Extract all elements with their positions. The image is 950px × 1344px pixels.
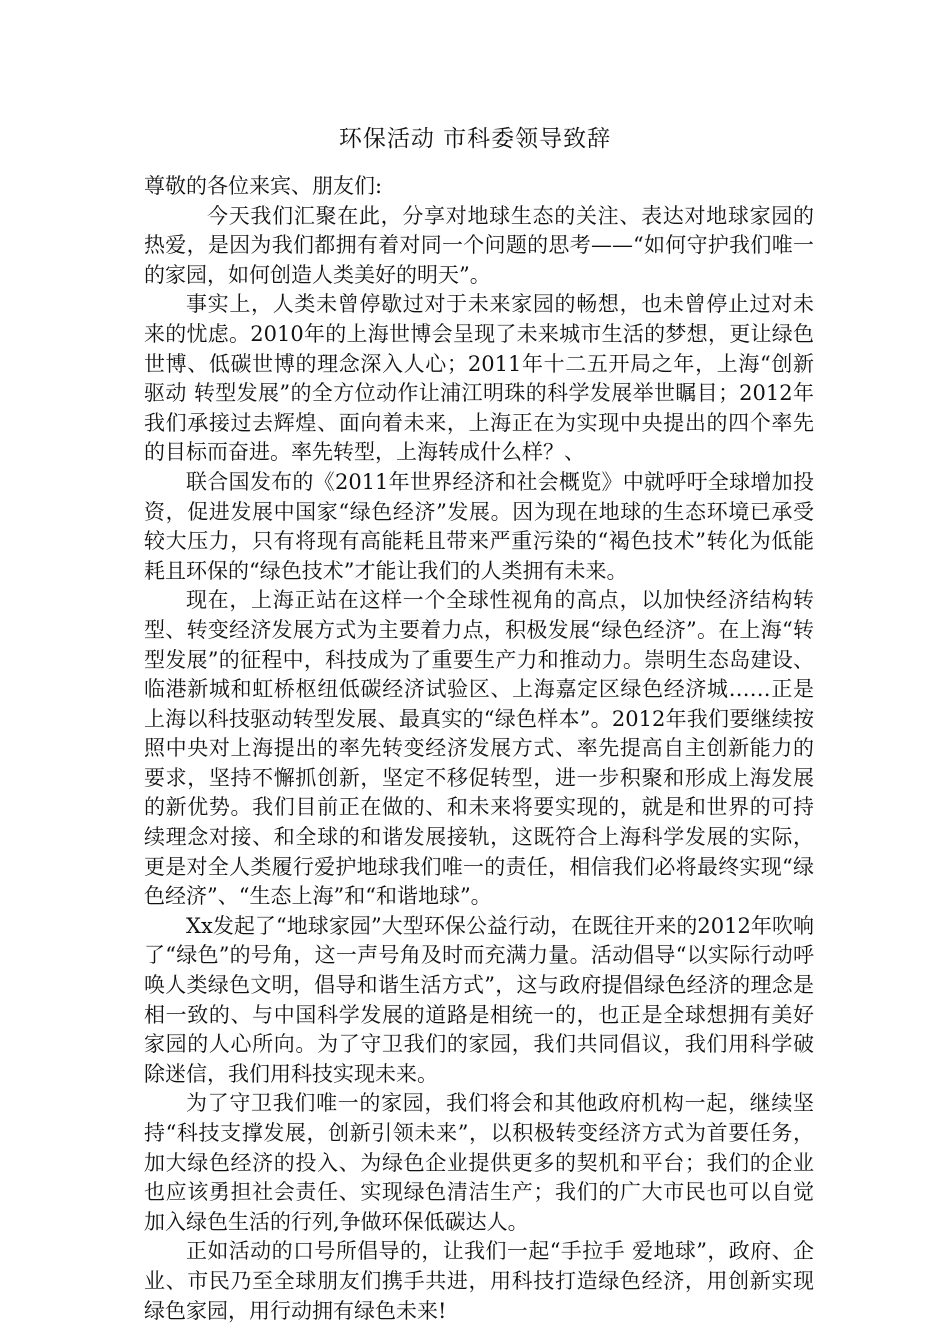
paragraph-3: 联合国发布的《2011年世界经济和社会概览》中就呼吁全球增加投资，促进发展中国家“绿色经济”发展。因为现在地球的生态环境已承受较大压力，只有将现有高能耗且带来严重污染的“褐色技术”转化为低能耗且环保的“绿色技术”才能让我们的人类拥有未来。 — [144, 469, 814, 583]
paragraph-2: 事实上，人类未曾停歇过对于未来家园的畅想，也未曾停止过对未来的忧虑。2010年的上海世博会呈现了未来城市生活的梦想，更让绿色世博、低碳世博的理念深入人心；2011年十二五开局之年，上海“创新驱动 转型发展”的全方位动作让浦江明珠的科学发展举世瞩目；2012年我们承接过去辉煌、面向着未来，上海正在为实现中央提出的四个率先的目标而奋进。率先转型，上海转成什么样？、 — [144, 292, 814, 465]
paragraph-1: 今天我们汇聚在此，分享对地球生态的关注、表达对地球家园的热爱，是因为我们都拥有着对同一个问题的思考——“如何守护我们唯一的家园，如何创造人类美好的明天”。 — [144, 203, 814, 287]
document-body — [144, 172, 814, 1326]
paragraph-7: 正如活动的口号所倡导的，让我们一起“手拉手 爱地球”，政府、企业、市民乃至全球朋友们携手共进，用科技打造绿色经济，用创新实现绿色家园，用行动拥有绿色未来! — [144, 1239, 814, 1323]
paragraph-5: Xx发起了“地球家园”大型环保公益行动，在既往开来的2012年吹响了“绿色”的号角，这一声号角及时而充满力量。活动倡导“以实际行动呼唤人类绿色文明，倡导和谐生活方式”，这与政府提倡绿色经济的理念是相一致的、与中国科学发展的道路是相统一的，也正是全球想拥有美好家园的人心所向。为了守卫我们的家园，我们共同倡议，我们用科学破除迷信，我们用科技实现未来。 — [144, 913, 814, 1086]
document-title: 环保活动 市科委领导致辞 — [338, 126, 612, 152]
paragraph-4: 现在，上海正站在这样一个全球性视角的高点，以加快经济结构转型、转变经济发展方式为主要着力点，积极发展“绿色经济”。在上海“转型发展”的征程中，科技成为了重要生产力和推动力。崇明生态岛建设、临港新城和虹桥枢纽低碳经济试验区、上海嘉定区绿色经济城……正是上海以科技驱动转型发展、最真实的“绿色样本”。2012年我们要继续按照中央对上海提出的率先转变经济发展方式、率先提高自主创新能力的要求，坚持不懈抓创新，坚定不移促转型，进一步积聚和形成上海发展的新优势。我们目前正在做的、和未来将要实现的，就是和世界的可持续理念对接、和全球的和谐发展接轨，这既符合上海科学发展的实际，更是对全人类履行爱护地球我们唯一的责任，相信我们必将最终实现“绿色经济”、“生态上海”和“和谐地球”。 — [144, 588, 814, 909]
salutation: 尊敬的各位来宾、朋友们: — [144, 174, 383, 198]
paragraph-6: 为了守卫我们唯一的家园，我们将会和其他政府机构一起，继续坚持“科技支撑发展，创新引领未来”，以积极转变经济方式为首要任务，加大绿色经济的投入、为绿色企业提供更多的契机和平台；我们的企业也应该勇担社会责任、实现绿色清洁生产；我们的广大市民也可以自觉加入绿色生活的行列,争做环保低碳达人。 — [144, 1091, 814, 1234]
